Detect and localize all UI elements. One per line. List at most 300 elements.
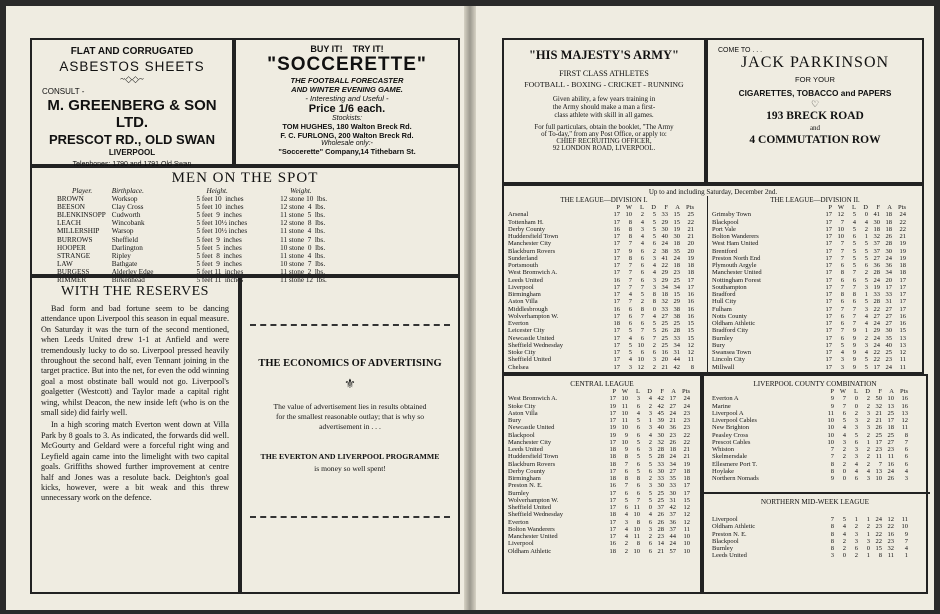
reserves-paragraph: In a high scoring match Everton went down at Villa Park by 8 goals to 3. As indicated, the forwards did well. McGourty and Geldard were a forceful right wing and Leyfield again came into the limelight with two capital goals. Griffiths showed further improvement at centre half and Jones was a resolute back. Deighton's goal kicks, however, were a bit weak and this threw unnecessary work on the defence. (41, 420, 229, 503)
spot-cell: Bathgate (111, 259, 138, 268)
stat-value: 28 (873, 298, 880, 306)
spot-cell: Worksop (111, 195, 138, 204)
team-name: Manchester City (508, 438, 552, 446)
stat-value: 1 (904, 552, 908, 560)
stat-value: 5 (864, 298, 868, 306)
stat-value: 38 (673, 312, 680, 320)
stat-value: 7 (840, 283, 844, 291)
stat-value: 4 (628, 356, 632, 364)
stat-value: 13 (899, 341, 906, 349)
spot-cell: 5 feet 9 inches (196, 235, 242, 244)
stat-value: 17 (613, 349, 620, 356)
stat-value: 2 (624, 540, 628, 548)
stat-value: 7 (628, 240, 632, 248)
stat-value: 30 (661, 225, 668, 233)
stat-value: 7 (852, 312, 856, 320)
spot-cell: 11 stone 4 lbs. (280, 227, 326, 236)
stat-value: 6 (864, 262, 868, 269)
team-name: Liverpool (508, 283, 534, 291)
stat-value: 12 (687, 349, 694, 356)
team-name: Whiston (712, 446, 735, 453)
stat-value: 4 (640, 218, 644, 226)
stat-value: 19 (673, 225, 680, 233)
table-row (712, 240, 920, 247)
table-row (712, 439, 922, 446)
table-row (712, 552, 922, 559)
stat-value: 4 (842, 523, 846, 531)
ad-asbestos-consult: CONSULT - (42, 87, 85, 96)
stat-value: 5 (854, 431, 858, 439)
stat-value: 18 (669, 446, 676, 453)
stat-value: 5 (652, 211, 656, 219)
stat-value: 16 (687, 312, 694, 320)
stat-value: 4 (854, 460, 858, 468)
stat-value: 11 (683, 525, 690, 533)
army-title: "HIS MAJESTY'S ARMY" (528, 48, 679, 62)
league-tables (502, 184, 924, 374)
table-row (508, 468, 700, 475)
stat-value: 17 (825, 225, 832, 233)
stat-value: 8 (830, 467, 834, 475)
stat-value: 3 (840, 356, 844, 364)
stat-value: 6 (636, 460, 640, 468)
table-row (712, 453, 922, 460)
stat-value: 8 (628, 233, 632, 240)
spot-cell: Cudworth (111, 211, 141, 220)
stat-value: 23 (875, 446, 882, 453)
army-line: FOOTBALL - BOXING - CRICKET - RUNNING (524, 80, 684, 89)
stat-value: 6 (636, 489, 640, 497)
spot-cell: 5 feet 10 inches (196, 203, 244, 212)
stat-value: 4 (864, 349, 868, 356)
header-spacer (508, 204, 608, 211)
stat-value: 28 (657, 525, 664, 533)
stat-value: 17 (873, 363, 880, 371)
stat-value: 7 (640, 327, 644, 335)
div1-title: THE LEAGUE—DIVISION I. (560, 196, 648, 204)
spot-cell: Birkenhead (111, 276, 145, 285)
stat-value: 33 (673, 334, 680, 342)
stat-value: 12 (687, 341, 694, 349)
stat-value: 25 (657, 496, 664, 504)
team-name: Oldham Athletic (712, 523, 756, 531)
stat-value: 4 (842, 424, 846, 432)
with-the-reserves (30, 276, 240, 594)
spot-header: Player. (72, 187, 93, 195)
ad-soccerette-stock2: F. C. FURLONG, 200 Walton Breck Rd. (280, 131, 414, 140)
stat-value: 18 (683, 467, 690, 475)
column-header: D (647, 388, 652, 395)
table-row (508, 497, 700, 504)
ornament-icon: ~◇◇~ (120, 74, 144, 84)
team-name: Bolton Wanderers (508, 525, 555, 533)
stat-value: 4 (842, 431, 846, 439)
stat-value: 3 (904, 475, 908, 482)
stat-value: 11 (621, 417, 628, 424)
stat-value: 16 (899, 312, 906, 320)
stat-value: 21 (683, 446, 690, 453)
team-name: Aston Villa (508, 298, 538, 306)
stat-value: 6 (648, 467, 652, 475)
stat-value: 15 (683, 496, 690, 504)
stat-value: 7 (840, 305, 844, 313)
ad-asbestos-address: PRESCOT RD., OLD SWAN (48, 132, 216, 147)
stat-value: 6 (652, 349, 656, 356)
stat-value: 17 (613, 211, 620, 219)
stat-value: 35 (673, 247, 680, 255)
stat-value: 5 (628, 349, 632, 356)
stat-value: 30 (673, 233, 680, 240)
team-name: West Ham United (712, 240, 759, 248)
table-row (508, 540, 700, 547)
stat-value: 4 (624, 533, 628, 540)
stat-value: 10 (875, 475, 882, 482)
team-name: Marine (712, 402, 731, 410)
stat-value: 40 (885, 341, 892, 349)
stat-value: 7 (640, 312, 644, 320)
team-name: Skelmersdale (712, 453, 748, 461)
stat-value: 7 (624, 460, 628, 468)
stat-value: 0 (854, 395, 858, 403)
stat-value: 19 (609, 402, 616, 410)
stat-value: 17 (825, 341, 832, 349)
stat-value: 15 (687, 334, 694, 342)
army-line: 92 LONDON ROAD, LIVERPOOL. (552, 145, 656, 152)
column-header: D (863, 204, 868, 211)
stat-value: 5 (864, 276, 868, 284)
stat-value: 20 (687, 247, 694, 255)
stat-value: 29 (661, 276, 668, 284)
stat-value: 36 (885, 262, 892, 269)
ad-soccerette-name: "SOCCERETTE" (267, 54, 427, 75)
stat-value: 4 (852, 218, 856, 226)
ad-soccerette-price: Price 1/6 each. (308, 103, 386, 115)
stat-value: 37 (873, 247, 880, 255)
stat-value: 17 (609, 395, 616, 403)
table-row (508, 291, 704, 298)
stat-value: 19 (899, 247, 906, 255)
stat-value: 5 (864, 356, 868, 364)
stat-value: 17 (825, 254, 832, 262)
team-name: Oldham Athletic (508, 547, 552, 555)
stat-value: 16 (661, 349, 668, 356)
stat-value: 8 (830, 537, 834, 545)
ad-soccerette-tag: BUY IT! TRY IT! (310, 44, 384, 54)
stat-value: 26 (661, 327, 668, 335)
stat-value: 6 (636, 446, 640, 453)
stat-value: 3 (854, 417, 858, 424)
stat-value: 18 (609, 511, 616, 519)
table-header (712, 204, 920, 211)
stat-value: 5 (864, 363, 868, 371)
table-row (712, 269, 920, 276)
stat-value: 12 (683, 504, 690, 511)
table-row (712, 417, 922, 424)
stat-value: 7 (640, 283, 644, 291)
table-row (712, 461, 922, 468)
stat-value: 6 (840, 262, 844, 269)
stat-value: 30 (873, 218, 880, 226)
team-name: Middlesbrough (508, 305, 548, 313)
team-name: Huddersfield Town (508, 233, 559, 240)
table-row (712, 432, 922, 439)
ad-soccerette-desc3: - Interesting and Useful - (305, 94, 389, 103)
stat-value: 10 (633, 547, 640, 555)
column-header: L (640, 204, 644, 211)
table-row (508, 548, 700, 555)
stat-value: 5 (628, 341, 632, 349)
stat-value: 3 (866, 537, 870, 545)
column-header: W (621, 388, 628, 395)
team-name: Blackpool (508, 431, 535, 439)
team-name: Wolverhampton W. (508, 312, 559, 320)
stat-value: 17 (613, 334, 620, 342)
stat-value: 34 (673, 283, 680, 291)
table-row (712, 211, 920, 218)
column-header: W (837, 204, 844, 211)
stat-value: 3 (866, 409, 870, 417)
stat-value: 17 (825, 356, 832, 364)
stat-value: 3 (628, 363, 632, 371)
stat-value: 7 (830, 453, 834, 461)
team-name: Nottingham Forest (712, 276, 761, 284)
stat-value: 9 (830, 395, 834, 403)
stat-value: 4 (864, 218, 868, 226)
stat-value: 0 (854, 402, 858, 410)
stat-value: 10 (633, 511, 640, 519)
table-row (508, 240, 704, 247)
stat-value: 17 (613, 312, 620, 320)
stat-value: 19 (899, 254, 906, 262)
stat-value: 39 (657, 417, 664, 424)
team-name: Burnley (712, 334, 733, 342)
stat-value: 17 (669, 395, 676, 403)
stat-value: 18 (885, 225, 892, 233)
ad-army (502, 38, 706, 184)
team-name: Sunderland (508, 254, 538, 262)
stat-value: 3 (854, 530, 858, 538)
stat-value: 9 (830, 402, 834, 410)
table-row (712, 219, 920, 226)
stat-value: 3 (652, 283, 656, 291)
stat-value: 2 (624, 547, 628, 555)
stat-value: 34 (885, 269, 892, 277)
stat-value: 2 (854, 523, 858, 531)
stat-value: 4 (652, 312, 656, 320)
stat-value: 8 (636, 475, 640, 482)
stat-value: 29 (661, 269, 668, 277)
stat-value: 32 (657, 438, 664, 446)
stat-value: 7 (840, 254, 844, 262)
table-row (508, 284, 704, 291)
table-row (508, 403, 700, 410)
stat-value: 17 (609, 489, 616, 497)
stat-value: 33 (661, 305, 668, 313)
stat-value: 17 (899, 298, 906, 306)
stat-value: 5 (652, 320, 656, 327)
stat-value: 35 (885, 334, 892, 342)
stat-value: 37 (657, 504, 664, 511)
stat-value: 33 (873, 291, 880, 298)
team-name: Oldham Athletic (712, 320, 756, 327)
stat-value: 27 (885, 305, 892, 313)
stat-value: 7 (878, 460, 882, 468)
spot-cell: Darlington (111, 243, 143, 252)
stat-value: 3 (866, 424, 870, 432)
stat-value: 24 (899, 211, 906, 219)
ad-soccerette-stockists: Stockists: (332, 115, 362, 122)
stat-value: 11 (633, 533, 640, 540)
spot-cell: 5 feet 10 inches (196, 195, 244, 204)
stat-value: 9 (852, 349, 856, 356)
stat-value: 5 (852, 254, 856, 262)
stat-value: 16 (687, 305, 694, 313)
stat-value: 25 (673, 320, 680, 327)
table-row (508, 277, 704, 284)
stat-value: 17 (825, 211, 832, 219)
stat-value: 18 (673, 240, 680, 248)
programme-spread (6, 6, 934, 610)
stat-value: 8 (628, 218, 632, 226)
stat-value: 32 (875, 402, 882, 410)
column-header: A (675, 204, 680, 211)
stat-value: 16 (613, 276, 620, 284)
stat-value: 10 (683, 540, 690, 548)
stat-value: 18 (873, 225, 880, 233)
table-row (508, 432, 700, 439)
stat-value: 10 (837, 233, 844, 240)
column-header: P (612, 388, 616, 395)
spot-row (54, 219, 330, 227)
stat-value: 19 (609, 424, 616, 432)
stat-value: 22 (899, 218, 906, 226)
table-row (712, 516, 922, 523)
table-row (508, 356, 704, 363)
stat-value: 8 (840, 269, 844, 277)
stat-value: 33 (657, 460, 664, 468)
stat-value: 4 (866, 467, 870, 475)
stat-value: 21 (875, 417, 882, 424)
stat-value: 0 (648, 504, 652, 511)
heart-icon: ♡ (810, 99, 820, 109)
column-header: D (651, 204, 656, 211)
table-row (712, 335, 920, 342)
stat-value: 5 (648, 496, 652, 504)
stat-value: 5 (864, 254, 868, 262)
table-header (712, 388, 922, 395)
stat-value: 6 (624, 489, 628, 497)
stat-value: 7 (904, 438, 908, 446)
stat-value: 5 (652, 218, 656, 226)
stat-value: 8 (878, 552, 882, 560)
column-header: D (865, 388, 870, 395)
stat-value: 6 (640, 276, 644, 284)
stat-value: 9 (852, 341, 856, 349)
stat-value: 17 (825, 305, 832, 313)
stat-value: 8 (904, 431, 908, 439)
stat-value: 7 (840, 247, 844, 255)
stat-value: 37 (669, 525, 676, 533)
team-name: Wolverhampton W. (508, 496, 559, 504)
stat-value: 10 (633, 525, 640, 533)
team-name: Chelsea (508, 363, 529, 371)
spot-header: Weight. (290, 187, 312, 195)
stat-value: 3 (854, 453, 858, 461)
stat-value: 11 (633, 504, 640, 511)
column-header: L (636, 388, 640, 395)
team-name: Sheffield United (508, 356, 552, 364)
team-name: Grimsby Town (712, 211, 751, 219)
stat-value: 37 (669, 511, 676, 519)
stat-value: 10 (827, 417, 834, 424)
team-name: New Brighton (712, 424, 750, 432)
stat-value: 17 (609, 525, 616, 533)
stat-value: 17 (825, 291, 832, 298)
team-name: Newcastle United (508, 424, 555, 432)
stat-value: 0 (842, 467, 846, 475)
team-name: Blackburn Rovers (508, 247, 556, 255)
spot-row (54, 211, 330, 219)
spot-cell: RIMMER (57, 276, 87, 285)
stat-value: 30 (657, 467, 664, 475)
team-name: Peasley Cross (712, 431, 749, 439)
stat-value: 9 (904, 530, 908, 538)
stat-value: 7 (852, 320, 856, 327)
ad-soccerette (234, 38, 460, 166)
stat-value: 4 (652, 262, 656, 269)
stat-value: 17 (613, 291, 620, 298)
stat-value: 23 (669, 431, 676, 439)
stat-value: 6 (640, 247, 644, 255)
stat-value: 24 (873, 320, 880, 327)
team-name: Bury (508, 417, 521, 424)
stat-value: 28 (657, 446, 664, 453)
stat-value: 2 (866, 402, 870, 410)
stat-value: 31 (885, 298, 892, 306)
stat-value: 10 (621, 409, 628, 417)
spot-cell: BLENKINSOPP (57, 211, 106, 220)
stat-value: 45 (657, 409, 664, 417)
stat-value: 10 (887, 395, 894, 403)
stat-value: 6 (628, 305, 632, 313)
stat-value: 20 (687, 240, 694, 248)
table-row (508, 313, 704, 320)
stat-value: 26 (875, 424, 882, 432)
stat-value: 7 (852, 269, 856, 277)
stat-value: 8 (628, 225, 632, 233)
stat-value: 18 (661, 291, 668, 298)
stat-value: 6 (640, 262, 644, 269)
stat-value: 6 (640, 334, 644, 342)
team-name: Plymouth Argyle (712, 262, 757, 269)
team-name: Preston N. E. (508, 482, 543, 490)
column-header: F (876, 204, 880, 211)
stat-value: 8 (830, 460, 834, 468)
economics-of-advertising (240, 276, 460, 594)
stat-value: 5 (624, 496, 628, 504)
stat-value: 24 (873, 341, 880, 349)
stat-value: 23 (683, 424, 690, 432)
stat-value: 7 (628, 269, 632, 277)
spot-row (54, 268, 330, 276)
stat-value: 3 (840, 363, 844, 371)
stat-value: 16 (613, 305, 620, 313)
table-row (508, 439, 700, 446)
stat-value: 23 (887, 537, 894, 545)
spot-cell: BURROWS (57, 235, 93, 244)
table-row (508, 342, 704, 349)
stat-value: 17 (825, 298, 832, 306)
